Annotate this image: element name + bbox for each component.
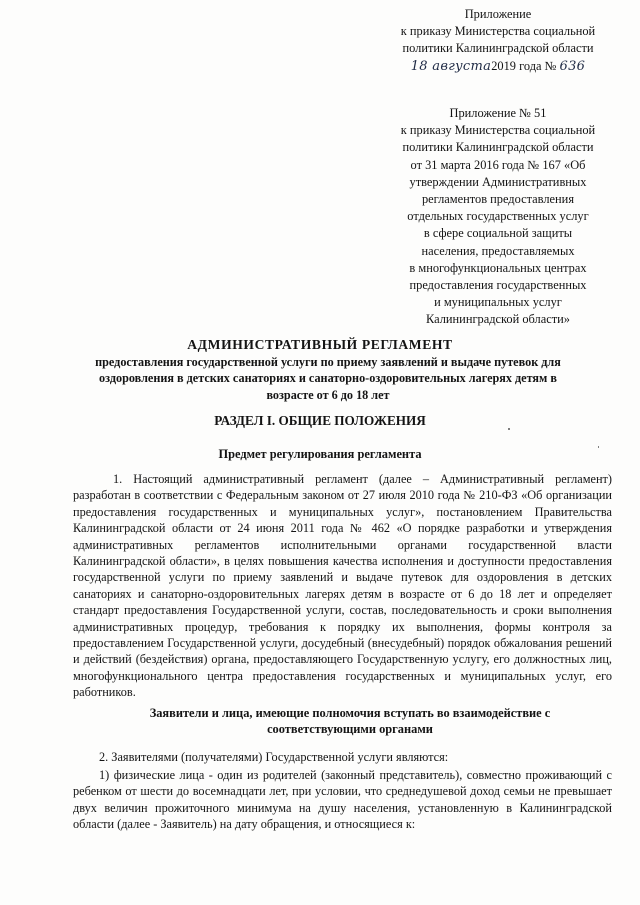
appendix-1-line: Приложение [464, 7, 532, 21]
section-title: РАЗДЕЛ I. ОБЩИЕ ПОЛОЖЕНИЯ [214, 413, 426, 428]
appendix-1-line: к приказу Министерства социальной [400, 24, 596, 39]
appendix-2-line: предоставления государственных [409, 278, 587, 293]
paragraph-1: 1. Настоящий административный регламент (далее – Административный регламент) разработан в соответствии с Федеральным законом от 27 июля 2010 года № 210-ФЗ «Об организации предоставления государственных и муниципальных услуг», постановлением Правительства Калининградской области от 24 июня 2011 года № 462 «О порядке разработки и утверждения административных регламентов исполнительными органами государственной власти Калининградской области», в целях повышения качества исполнения и доступности предоставления государственной услуги по приему заявлений и выдаче путевок для оздоровления в детских санаториях и санаторно-оздоровительных лагерях детям в возрасте от 6 до 18 лет и определяет стандарт предоставления Государственной услуги, состав, последовательность и сроки выполнения административных процедур, требования к порядку их выполнения, формы контроля за предоставлением Государственной услуги, досудебный (внесудебный) порядок обжалования решений и действий (бездействия) органа, предоставляющего Государственную услугу, его должностных лиц, многофункционального центра предоставления государственных и муниципальных услуг, его работников. [73, 472, 612, 700]
appendix-2-line: политики Калининградской области [402, 140, 594, 155]
appendix-2-line: Приложение № 51 [449, 106, 547, 120]
appendix-2-line: в многофункциональных центрах [409, 260, 587, 275]
appendix-2-line: отдельных государственных услуг [407, 209, 589, 224]
subject-heading: Предмет регулирования регламента [218, 447, 422, 461]
handwritten-number: 636 [559, 58, 586, 74]
scan-speck [508, 428, 510, 430]
scan-speck [598, 446, 599, 448]
appendix-1-line: политики Калининградской области [402, 41, 594, 56]
appendix-2-line: от 31 марта 2016 года № 167 «Об [410, 157, 586, 172]
applicants-heading: Заявители и лица, имеющие полномочия вступать во взаимодействие с соответствующими органами [149, 706, 551, 737]
appendix-1 [384, 6, 612, 75]
printed-date: 2019 года № [491, 58, 557, 73]
appendix-2-line: населения, предоставляемых [421, 243, 575, 258]
appendix-2-line: регламентов предоставления [421, 192, 575, 207]
regulation-subtitle: предоставления государственной услуги по приему заявлений и выдаче путевок для оздоровления в детских санаториях и санаторно-оздоровительных лагерях детям в возрасте от 6 до 18 лет [95, 355, 561, 402]
paragraph-2: 2. Заявителями (получателями) Государственной услуги являются: [99, 750, 449, 764]
handwritten-date: 18 августа [410, 58, 492, 74]
regulation-title: АДМИНИСТРАТИВНЫЙ РЕГЛАМЕНТ [187, 337, 453, 352]
appendix-2-line: в сфере социальной защиты [423, 226, 573, 241]
appendix-2-line: к приказу Министерства социальной [400, 123, 596, 138]
appendix-2 [384, 105, 612, 329]
appendix-2-line: утверждении Административных [409, 174, 587, 189]
appendix-2-line: и муниципальных услуг [434, 295, 562, 310]
appendix-2-line: Калининградской области» [426, 312, 570, 327]
appendix-1-date-line [384, 58, 612, 75]
paragraph-3: 1) физические лица - один из родителей (законный представитель), совместно проживающий с ребенком от шести до восемнадцати лет, при условии, что среднедушевой доход семьи не превышает двух величин прожиточного минимума на душу населения, установленную в Калининградской области (далее - Заявитель) на дату обращения, и относящиеся к: [73, 768, 612, 832]
